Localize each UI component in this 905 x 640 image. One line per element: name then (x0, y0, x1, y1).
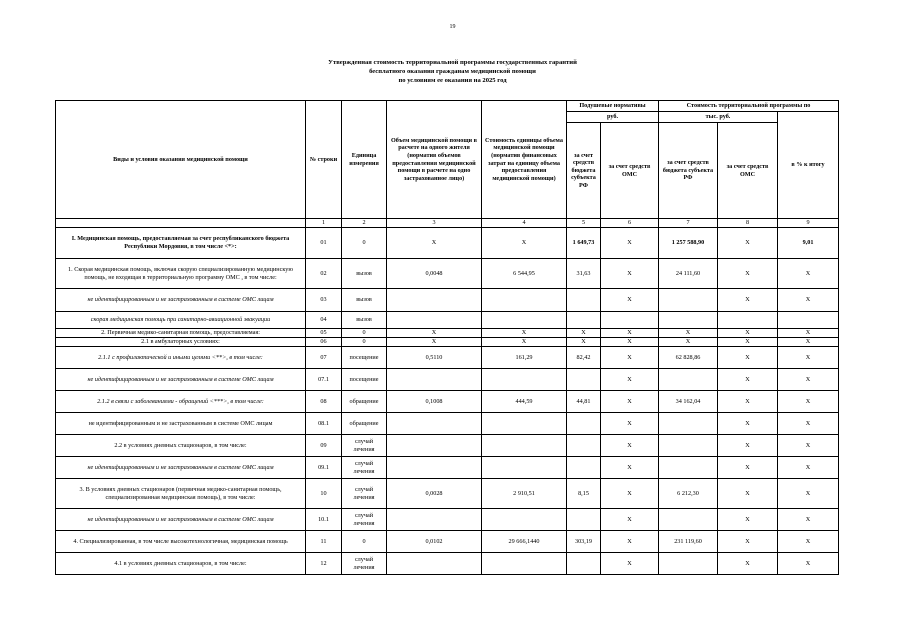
cell-cost-budget: 62 828,86 (659, 347, 718, 369)
cell-cost-oms: X (718, 413, 778, 435)
cell-unit: случай лечения (342, 553, 387, 575)
table-row (56, 531, 839, 553)
cell-unit: случай лечения (342, 479, 387, 509)
cell-unit: обращение (342, 391, 387, 413)
cell-row-number: 02 (306, 259, 342, 289)
header-row-number: № строки (306, 101, 342, 219)
cell-unit-cost (482, 312, 567, 329)
cell-kind: 4. Специализированная, в том числе высокотехнологичная, медицинская помощь (56, 531, 306, 553)
cell-norm-budget: 44,81 (567, 391, 601, 413)
cell-norm-oms: X (601, 413, 659, 435)
table-row (56, 413, 839, 435)
title-line: по условиям ее оказания на 2025 год (398, 77, 507, 84)
cell-norm-budget (567, 509, 601, 531)
column-number: 8 (718, 219, 778, 228)
cell-unit-cost: X (482, 329, 567, 338)
header-norms-unit: руб. (567, 112, 659, 123)
cell-unit: вызов (342, 312, 387, 329)
cell-volume: 0,5110 (387, 347, 482, 369)
cell-percent: X (778, 338, 839, 347)
table-row (56, 435, 839, 457)
cell-unit: 0 (342, 329, 387, 338)
cell-cost-oms: X (718, 509, 778, 531)
cell-norm-oms: X (601, 347, 659, 369)
cell-volume: 0,0102 (387, 531, 482, 553)
header-group-norms: Подушевые нормативы (567, 101, 659, 112)
cell-kind: 2.1.1 с профилактической и иными целями <**>, в том числе: (56, 347, 306, 369)
cell-percent: X (778, 369, 839, 391)
cell-row-number: 10.1 (306, 509, 342, 531)
cell-norm-oms: X (601, 435, 659, 457)
cell-row-number: 09 (306, 435, 342, 457)
cell-cost-budget: 6 212,30 (659, 479, 718, 509)
cell-norm-budget: 82,42 (567, 347, 601, 369)
cell-cost-budget (659, 435, 718, 457)
cell-row-number: 01 (306, 228, 342, 259)
cell-norm-oms: X (601, 329, 659, 338)
cell-row-number: 05 (306, 329, 342, 338)
cell-row-number: 03 (306, 289, 342, 312)
cell-kind: не идентифицированным и не застрахованным в системе ОМС лицам (56, 509, 306, 531)
cell-kind: 3. В условиях дневных стационаров (первичная медико-санитарная помощь, специализированная медицинская помощь), в том числе: (56, 479, 306, 509)
cell-volume (387, 369, 482, 391)
page-number: 19 (449, 24, 456, 30)
cell-cost-oms: X (718, 347, 778, 369)
table-row (56, 391, 839, 413)
cell-norm-budget (567, 553, 601, 575)
cell-norm-oms (601, 312, 659, 329)
cell-norm-oms: X (601, 509, 659, 531)
table-row (56, 347, 839, 369)
header-unit-cost: Стоимость единицы объема медицинской помощи (норматив финансовых затрат на единицу объема предоставления медицинской помощи) (482, 101, 567, 219)
table-row (56, 479, 839, 509)
cell-unit: 0 (342, 531, 387, 553)
cell-cost-oms: X (718, 531, 778, 553)
cell-cost-budget: 24 111,60 (659, 259, 718, 289)
cell-row-number: 09.1 (306, 457, 342, 479)
cell-norm-budget (567, 312, 601, 329)
column-number: 3 (387, 219, 482, 228)
cell-unit-cost: 29 666,1440 (482, 531, 567, 553)
cell-cost-oms: X (718, 289, 778, 312)
cell-volume: X (387, 228, 482, 259)
cell-unit-cost (482, 457, 567, 479)
cell-row-number: 12 (306, 553, 342, 575)
cell-cost-oms (718, 312, 778, 329)
cell-cost-budget (659, 312, 718, 329)
cell-kind: 2. Первичная медико-санитарная помощь, предоставляемая: (56, 329, 306, 338)
column-number: 4 (482, 219, 567, 228)
cell-volume (387, 435, 482, 457)
cell-unit: 0 (342, 228, 387, 259)
cell-volume (387, 509, 482, 531)
cell-percent: X (778, 347, 839, 369)
header-cost-unit: тыс. руб. (659, 112, 778, 123)
cell-volume: 0,0048 (387, 259, 482, 289)
table-row (56, 369, 839, 391)
cell-norm-oms: X (601, 391, 659, 413)
header-norm-oms: за счет средств ОМС (601, 123, 659, 219)
column-number-row (56, 219, 839, 228)
cell-cost-oms: X (718, 391, 778, 413)
cell-percent: X (778, 289, 839, 312)
cell-norm-oms: X (601, 531, 659, 553)
cell-norm-oms: X (601, 338, 659, 347)
cell-kind: не идентифицированным и не застрахованным в системе ОМС лицам (56, 457, 306, 479)
document-title (0, 58, 905, 85)
cell-unit-cost (482, 369, 567, 391)
cell-volume (387, 289, 482, 312)
header-unit: Единица измерения (342, 101, 387, 219)
cell-kind: не идентифицированным и не застрахованным в системе ОМС лицам (56, 413, 306, 435)
column-number: 7 (659, 219, 718, 228)
cell-unit: случай лечения (342, 435, 387, 457)
cell-row-number: 08 (306, 391, 342, 413)
cell-cost-oms: X (718, 435, 778, 457)
cell-volume: X (387, 329, 482, 338)
cell-unit-cost (482, 413, 567, 435)
cell-percent: X (778, 509, 839, 531)
table-row (56, 338, 839, 347)
cell-percent: X (778, 435, 839, 457)
cell-norm-budget: 303,19 (567, 531, 601, 553)
cell-cost-budget: 34 162,04 (659, 391, 718, 413)
cell-kind: не идентифицированным и не застрахованным в системе ОМС лицам (56, 369, 306, 391)
cell-percent: X (778, 457, 839, 479)
header-kind: Виды и условия оказания медицинской помощи (56, 101, 306, 219)
cell-kind: I. Медицинская помощь, предоставляемая за счет республиканского бюджета Республики Мордовия, в том числе <*>: (56, 228, 306, 259)
table-row (56, 259, 839, 289)
cell-norm-budget: X (567, 329, 601, 338)
cell-percent: X (778, 531, 839, 553)
cell-cost-oms: X (718, 479, 778, 509)
cell-volume (387, 413, 482, 435)
cell-norm-oms: X (601, 369, 659, 391)
cell-unit-cost: 6 544,95 (482, 259, 567, 289)
cell-row-number: 11 (306, 531, 342, 553)
cell-kind: 2.1.2 в связи с заболеваниями - обращений <***>, в том числе: (56, 391, 306, 413)
cell-unit-cost (482, 435, 567, 457)
table-row (56, 312, 839, 329)
cell-norm-oms: X (601, 479, 659, 509)
cell-cost-oms: X (718, 457, 778, 479)
cell-cost-oms: X (718, 329, 778, 338)
cell-unit-cost: X (482, 338, 567, 347)
cell-kind: 4.1 в условиях дневных стационаров, в том числе: (56, 553, 306, 575)
table-row (56, 289, 839, 312)
cell-volume: 0,0028 (387, 479, 482, 509)
cell-norm-budget (567, 369, 601, 391)
cell-unit-cost: X (482, 228, 567, 259)
column-number: 2 (342, 219, 387, 228)
table-row (56, 509, 839, 531)
column-number: 6 (601, 219, 659, 228)
title-line: бесплатного оказания гражданам медицинской помощи (369, 68, 536, 75)
column-number (56, 219, 306, 228)
cell-cost-oms: X (718, 259, 778, 289)
cell-norm-budget (567, 435, 601, 457)
header-group-cost: Стоимость территориальной программы по (659, 101, 839, 112)
cell-norm-oms: X (601, 553, 659, 575)
cell-unit: 0 (342, 338, 387, 347)
cell-cost-budget: X (659, 338, 718, 347)
cell-volume (387, 312, 482, 329)
header-cost-oms: за счет средств ОМС (718, 123, 778, 219)
cell-cost-budget: X (659, 329, 718, 338)
cell-percent: X (778, 553, 839, 575)
cell-cost-oms: X (718, 338, 778, 347)
cell-cost-budget (659, 457, 718, 479)
header-cost-budget: за счет средств бюджета субъекта РФ (659, 123, 718, 219)
cell-percent: X (778, 329, 839, 338)
cell-unit-cost: 444,59 (482, 391, 567, 413)
cost-table (55, 100, 839, 575)
cell-unit: вызов (342, 259, 387, 289)
cell-kind: 2.1 в амбулаторных условиях: (56, 338, 306, 347)
cell-unit: посещение (342, 347, 387, 369)
column-number: 5 (567, 219, 601, 228)
cell-volume (387, 553, 482, 575)
cell-unit-cost (482, 553, 567, 575)
table-row (56, 553, 839, 575)
table-body (56, 228, 839, 575)
cell-norm-oms: X (601, 457, 659, 479)
cell-kind: не идентифицированным и не застрахованным в системе ОМС лицам (56, 289, 306, 312)
header-norm-budget: за счет средств бюджета субъекта РФ (567, 123, 601, 219)
header-percent: в % к итогу (778, 112, 839, 219)
cell-unit: случай лечения (342, 509, 387, 531)
cell-row-number: 07.1 (306, 369, 342, 391)
cell-row-number: 08.1 (306, 413, 342, 435)
cell-norm-budget (567, 457, 601, 479)
cell-percent: X (778, 259, 839, 289)
cell-row-number: 04 (306, 312, 342, 329)
cell-cost-budget (659, 553, 718, 575)
cell-norm-oms: X (601, 289, 659, 312)
cell-unit-cost: 2 910,51 (482, 479, 567, 509)
cell-kind: 1. Скорая медицинская помощь, включая скорую специализированную медицинскую помощь, не входящая в территориальную программу ОМС , в том числе: (56, 259, 306, 289)
cell-norm-oms: X (601, 228, 659, 259)
cell-kind: скорая медицинская помощь при санитарно-авиационной эвакуации (56, 312, 306, 329)
cell-norm-budget (567, 289, 601, 312)
column-number: 9 (778, 219, 839, 228)
cell-unit-cost (482, 289, 567, 312)
cell-cost-oms: X (718, 228, 778, 259)
cell-norm-budget: X (567, 338, 601, 347)
title-line: Утвержденная стоимость территориальной программы государственных гарантий (328, 59, 577, 66)
cell-unit: посещение (342, 369, 387, 391)
cell-norm-budget: 1 649,73 (567, 228, 601, 259)
cell-cost-budget (659, 369, 718, 391)
cell-cost-budget (659, 413, 718, 435)
header-volume: Объем медицинской помощи в расчете на одного жителя (норматив объемов предоставления медицинской помощи в расчете на одно застрахованное лицо) (387, 101, 482, 219)
column-number: 1 (306, 219, 342, 228)
cell-unit-cost (482, 509, 567, 531)
cell-percent (778, 312, 839, 329)
cell-cost-oms: X (718, 369, 778, 391)
cell-norm-budget: 31,63 (567, 259, 601, 289)
table-row (56, 329, 839, 338)
table-row (56, 457, 839, 479)
cell-volume: 0,1008 (387, 391, 482, 413)
cell-kind: 2.2 в условиях дневных стационаров, в том числе: (56, 435, 306, 457)
table-row (56, 228, 839, 259)
cell-volume (387, 457, 482, 479)
cell-unit: обращение (342, 413, 387, 435)
cell-cost-budget: 231 119,60 (659, 531, 718, 553)
cell-percent: 9,01 (778, 228, 839, 259)
cell-unit: вызов (342, 289, 387, 312)
cell-cost-budget (659, 289, 718, 312)
table-header (56, 101, 839, 228)
cell-norm-budget: 8,15 (567, 479, 601, 509)
cell-percent: X (778, 391, 839, 413)
cell-cost-budget: 1 257 588,90 (659, 228, 718, 259)
cell-unit-cost: 161,29 (482, 347, 567, 369)
cell-cost-budget (659, 509, 718, 531)
cell-percent: X (778, 413, 839, 435)
cell-cost-oms: X (718, 553, 778, 575)
cell-row-number: 06 (306, 338, 342, 347)
cell-unit: случай лечения (342, 457, 387, 479)
cell-row-number: 10 (306, 479, 342, 509)
cell-norm-oms: X (601, 259, 659, 289)
cell-percent: X (778, 479, 839, 509)
cell-volume: X (387, 338, 482, 347)
cell-row-number: 07 (306, 347, 342, 369)
cell-norm-budget (567, 413, 601, 435)
